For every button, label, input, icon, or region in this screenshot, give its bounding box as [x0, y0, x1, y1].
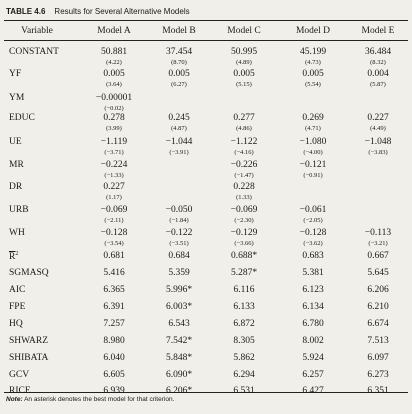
coefficient-cell: −1.122: [230, 137, 258, 147]
r-squared-cell: 0.684: [168, 251, 190, 261]
criterion-cell: 6.206: [367, 285, 389, 295]
r-squared-cell: 0.681: [103, 251, 125, 261]
coefficient-cell: −0.226: [230, 160, 258, 170]
t-statistic-cell: (−0.91): [303, 172, 323, 179]
coefficient-cell: −1.119: [100, 137, 128, 147]
bottom-rule: [4, 392, 408, 393]
table-caption: [6, 7, 406, 16]
t-statistic-cell: (−3.83): [368, 149, 388, 156]
coefficient-cell: 0.269: [302, 113, 324, 123]
criterion-cell: 5.416: [103, 268, 125, 278]
criterion-cell: 5.862: [233, 353, 255, 363]
criterion-cell: 6.543: [168, 319, 190, 329]
t-statistic-cell: (4.87): [171, 125, 187, 132]
criterion-cell: 6.294: [233, 370, 255, 380]
row-label: URB: [9, 205, 29, 215]
t-statistic-cell: (3.64): [106, 81, 122, 88]
criterion-cell: 5.924: [302, 353, 324, 363]
model-header: Model D: [295, 26, 331, 36]
criterion-cell: 5.848*: [165, 353, 193, 363]
coefficient-cell: −0.113: [364, 228, 392, 238]
coefficient-cell: −0.128: [299, 228, 327, 238]
criterion-cell: 6.257: [302, 370, 324, 380]
criterion-cell: 6.123: [302, 285, 324, 295]
t-statistic-cell: (−4.00): [303, 149, 323, 156]
t-statistic-cell: (−0.02): [104, 105, 124, 112]
t-statistic-cell: (−3.62): [303, 240, 323, 247]
criterion-cell: 7.542*: [165, 336, 193, 346]
criterion-cell: 5.645: [367, 268, 389, 278]
row-label: SGMASQ: [9, 268, 49, 278]
coefficient-cell: 45.199: [299, 47, 327, 57]
coefficient-cell: 0.228: [233, 182, 255, 192]
t-statistic-cell: (3.99): [106, 125, 122, 132]
model-header: Model E: [361, 26, 395, 36]
t-statistic-cell: (−2.05): [303, 217, 323, 224]
criterion-cell: 8.980: [103, 336, 125, 346]
t-statistic-cell: (4.49): [370, 125, 386, 132]
t-statistic-cell: (8.32): [370, 59, 386, 66]
criterion-cell: 6.780: [302, 319, 324, 329]
criterion-cell: 6.210: [367, 302, 389, 312]
t-statistic-cell: (4.89): [236, 59, 252, 66]
coefficient-cell: −0.069: [100, 205, 128, 215]
coefficient-cell: −0.069: [230, 205, 258, 215]
criterion-cell: 6.531: [233, 386, 255, 396]
t-statistic-cell: (−3.71): [104, 149, 124, 156]
t-statistic-cell: (5.87): [370, 81, 386, 88]
variable-header: Variable: [21, 26, 53, 36]
criterion-cell: 6.003*: [165, 302, 193, 312]
coefficient-cell: 0.277: [233, 113, 255, 123]
criterion-cell: 6.872: [233, 319, 255, 329]
coefficient-cell: −0.00001: [95, 93, 133, 103]
row-label: FPE: [9, 302, 26, 312]
coefficient-cell: −0.050: [165, 205, 193, 215]
row-label: CONSTANT: [9, 47, 59, 57]
criterion-cell: 7.513: [367, 336, 389, 346]
t-statistic-cell: (−2.11): [104, 217, 124, 224]
coefficient-cell: −0.128: [100, 228, 128, 238]
note-text: An asterisk denotes the best model for that criterion.: [24, 396, 175, 403]
coefficient-cell: 0.005: [233, 69, 255, 79]
r-superscript: 2: [15, 251, 19, 257]
coefficient-cell: −0.129: [230, 228, 258, 238]
coefficient-cell: −0.061: [299, 205, 327, 215]
t-statistic-cell: (−3.54): [104, 240, 124, 247]
criterion-cell: 5.381: [302, 268, 324, 278]
criterion-cell: 6.134: [302, 302, 324, 312]
coefficient-cell: 0.227: [103, 182, 125, 192]
criterion-cell: 6.273: [367, 370, 389, 380]
t-statistic-cell: (−3.66): [234, 240, 254, 247]
criterion-cell: 6.206*: [165, 386, 193, 396]
model-header: Model A: [97, 26, 131, 36]
t-statistic-cell: (4.71): [305, 125, 321, 132]
criterion-cell: 6.116: [233, 285, 255, 295]
coefficient-cell: 50.881: [100, 47, 128, 57]
criterion-cell: 6.674: [367, 319, 389, 329]
t-statistic-cell: (4.73): [305, 59, 321, 66]
row-label: DR: [9, 182, 23, 192]
model-header: Model C: [227, 26, 261, 36]
criterion-cell: 8.305: [233, 336, 255, 346]
r-squared-cell: 0.688*: [230, 251, 258, 261]
coefficient-cell: −1.080: [299, 137, 327, 147]
criterion-cell: 6.939: [103, 386, 125, 396]
row-label: RICE: [9, 386, 31, 396]
criterion-cell: 8.002: [302, 336, 324, 346]
coefficient-cell: 37.454: [165, 47, 193, 57]
coefficient-cell: 0.227: [367, 113, 389, 123]
coefficient-cell: 0.004: [367, 69, 389, 79]
coefficient-cell: −1.048: [364, 137, 392, 147]
criterion-cell: 6.133: [233, 302, 255, 312]
coefficient-cell: 0.005: [168, 69, 190, 79]
coefficient-cell: 0.278: [103, 113, 125, 123]
note-label: Note:: [6, 396, 23, 403]
criterion-cell: 6.090*: [165, 370, 193, 380]
model-header: Model B: [162, 26, 196, 36]
t-statistic-cell: (1.17): [106, 194, 122, 201]
t-statistic-cell: (−2.30): [234, 217, 254, 224]
criterion-cell: 6.391: [103, 302, 125, 312]
t-statistic-cell: (8.70): [171, 59, 187, 66]
row-label: WH: [9, 228, 25, 238]
t-statistic-cell: (−1.33): [104, 172, 124, 179]
top-rule: [4, 20, 408, 21]
criterion-cell: 5.359: [168, 268, 190, 278]
row-label: UE: [9, 137, 22, 147]
row-label: SHIBATA: [9, 353, 49, 363]
t-statistic-cell: (−1.47): [234, 172, 254, 179]
table-title: Results for Several Alternative Models: [54, 7, 190, 16]
t-statistic-cell: (4.22): [106, 59, 122, 66]
row-label: HQ: [9, 319, 23, 329]
t-statistic-cell: (1.33): [236, 194, 252, 201]
coefficient-cell: 36.484: [364, 47, 392, 57]
t-statistic-cell: (−1.84): [169, 217, 189, 224]
t-statistic-cell: (−3.91): [169, 149, 189, 156]
coefficient-cell: 0.245: [168, 113, 190, 123]
t-statistic-cell: (−4.16): [234, 149, 254, 156]
row-label: GCV: [9, 370, 30, 380]
coefficient-cell: −1.044: [165, 137, 193, 147]
t-statistic-cell: (6.27): [171, 81, 187, 88]
criterion-cell: 6.351: [367, 386, 389, 396]
coefficient-cell: −0.224: [100, 160, 128, 170]
r-squared-cell: 0.683: [302, 251, 324, 261]
t-statistic-cell: (5.15): [236, 81, 252, 88]
t-statistic-cell: (5.54): [305, 81, 321, 88]
coefficient-cell: 50.995: [230, 47, 258, 57]
coefficient-cell: 0.005: [302, 69, 324, 79]
criterion-cell: 6.427: [302, 386, 324, 396]
r-squared-label: [9, 251, 18, 262]
criterion-cell: 6.605: [103, 370, 125, 380]
row-label: MR: [9, 160, 24, 170]
row-label: EDUC: [9, 113, 35, 123]
coefficient-cell: 0.005: [103, 69, 125, 79]
t-statistic-cell: (−3.51): [169, 240, 189, 247]
criterion-cell: 6.040: [103, 353, 125, 363]
table-number: TABLE 4.6: [6, 7, 46, 16]
row-label: YF: [9, 69, 22, 79]
r-squared-cell: 0.667: [367, 251, 389, 261]
t-statistic-cell: (4.86): [236, 125, 252, 132]
r-letter: $\overline{R}$: [9, 252, 16, 263]
criterion-cell: 5.996*: [165, 285, 193, 295]
row-label: SHWARZ: [9, 336, 49, 346]
criterion-cell: 5.287*: [230, 268, 258, 278]
t-statistic-cell: (−3.21): [368, 240, 388, 247]
row-label: YM: [9, 93, 25, 103]
criterion-cell: 6.097: [367, 353, 389, 363]
coefficient-cell: −0.122: [165, 228, 193, 238]
criterion-cell: 6.365: [103, 285, 125, 295]
coefficient-cell: −0.121: [299, 160, 327, 170]
header-rule: [4, 40, 408, 41]
criterion-cell: 7.257: [103, 319, 125, 329]
table-note: [6, 396, 406, 403]
row-label: AIC: [9, 285, 26, 295]
